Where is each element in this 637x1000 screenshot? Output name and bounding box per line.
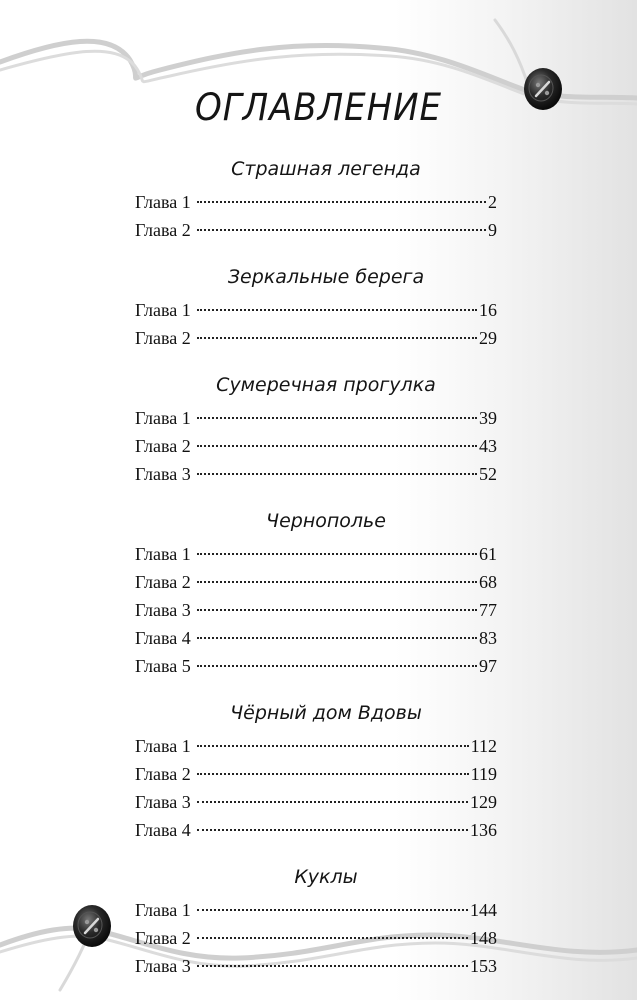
dot-leader [197, 473, 477, 475]
toc-section [135, 858, 497, 980]
chapter-label: Глава 2 [135, 572, 191, 592]
toc-entry[interactable] [135, 624, 497, 652]
chapter-label: Глава 3 [135, 956, 191, 976]
page-number: 83 [479, 628, 497, 648]
chapter-label: Глава 2 [135, 436, 191, 456]
toc-entry[interactable] [135, 732, 497, 760]
section-title: Чернополье [266, 510, 386, 532]
toc-entry[interactable] [135, 324, 497, 352]
dot-leader [197, 665, 477, 667]
page-number: 129 [470, 792, 497, 812]
chapter-label: Глава 3 [135, 464, 191, 484]
chapter-label: Глава 3 [135, 792, 191, 812]
chapter-label: Глава 4 [135, 628, 191, 648]
dot-leader [197, 637, 477, 639]
page-number: 2 [488, 192, 497, 212]
dot-leader [197, 609, 477, 611]
section-title: Чёрный дом Вдовы [230, 702, 422, 724]
chapter-label: Глава 5 [135, 656, 191, 676]
chapter-label: Глава 1 [135, 408, 191, 428]
toc-entry[interactable] [135, 652, 497, 680]
toc-entry[interactable] [135, 816, 497, 844]
page-number: 144 [470, 900, 497, 920]
page-number: 43 [479, 436, 497, 456]
page-number: 9 [488, 220, 497, 240]
page-number: 52 [479, 464, 497, 484]
dot-leader [197, 581, 477, 583]
dot-leader [197, 417, 477, 419]
toc-section [135, 258, 497, 352]
toc-entry[interactable] [135, 404, 497, 432]
toc-section [135, 150, 497, 244]
page-number: 148 [470, 928, 497, 948]
toc-entry[interactable] [135, 296, 497, 324]
page-number: 77 [479, 600, 497, 620]
page-number: 153 [470, 956, 497, 976]
table-of-contents [135, 150, 497, 994]
chapter-label: Глава 1 [135, 300, 191, 320]
dot-leader [197, 201, 486, 203]
toc-entry[interactable] [135, 568, 497, 596]
page-number: 16 [479, 300, 497, 320]
chapter-label: Глава 3 [135, 600, 191, 620]
page-number: 119 [470, 764, 497, 784]
chapter-label: Глава 1 [135, 736, 191, 756]
section-title: Страшная легенда [231, 158, 421, 180]
chapter-label: Глава 2 [135, 220, 191, 240]
page-title: ОГЛАВЛЕНИЕ [195, 86, 442, 129]
page-number: 61 [479, 544, 497, 564]
toc-section [135, 366, 497, 488]
toc-entry[interactable] [135, 788, 497, 816]
toc-entry[interactable] [135, 760, 497, 788]
dot-leader [197, 773, 469, 775]
dot-leader [197, 801, 468, 803]
dot-leader [197, 445, 477, 447]
chapter-label: Глава 1 [135, 900, 191, 920]
section-title: Сумеречная прогулка [216, 374, 436, 396]
section-title: Куклы [294, 866, 358, 888]
toc-entry[interactable] [135, 896, 497, 924]
page-number: 39 [479, 408, 497, 428]
page-number: 136 [470, 820, 497, 840]
toc-entry[interactable] [135, 596, 497, 624]
page-number: 68 [479, 572, 497, 592]
chapter-label: Глава 2 [135, 764, 191, 784]
toc-section [135, 694, 497, 844]
dot-leader [197, 909, 468, 911]
page-number: 112 [470, 736, 497, 756]
dot-leader [197, 829, 468, 831]
dot-leader [197, 745, 469, 747]
dot-leader [197, 309, 477, 311]
chapter-label: Глава 2 [135, 328, 191, 348]
chapter-label: Глава 2 [135, 928, 191, 948]
page-number: 97 [479, 656, 497, 676]
toc-entry[interactable] [135, 432, 497, 460]
dot-leader [197, 337, 477, 339]
page-number: 29 [479, 328, 497, 348]
chapter-label: Глава 4 [135, 820, 191, 840]
toc-section [135, 502, 497, 680]
toc-entry[interactable] [135, 216, 497, 244]
section-title: Зеркальные берега [227, 266, 425, 288]
toc-entry[interactable] [135, 460, 497, 488]
dot-leader [197, 553, 477, 555]
chapter-label: Глава 1 [135, 192, 191, 212]
toc-entry[interactable] [135, 924, 497, 952]
toc-entry[interactable] [135, 952, 497, 980]
dot-leader [197, 965, 468, 967]
dot-leader [197, 937, 468, 939]
bottom-button-icon [73, 905, 111, 947]
toc-entry[interactable] [135, 540, 497, 568]
chapter-label: Глава 1 [135, 544, 191, 564]
dot-leader [197, 229, 486, 231]
toc-entry[interactable] [135, 188, 497, 216]
